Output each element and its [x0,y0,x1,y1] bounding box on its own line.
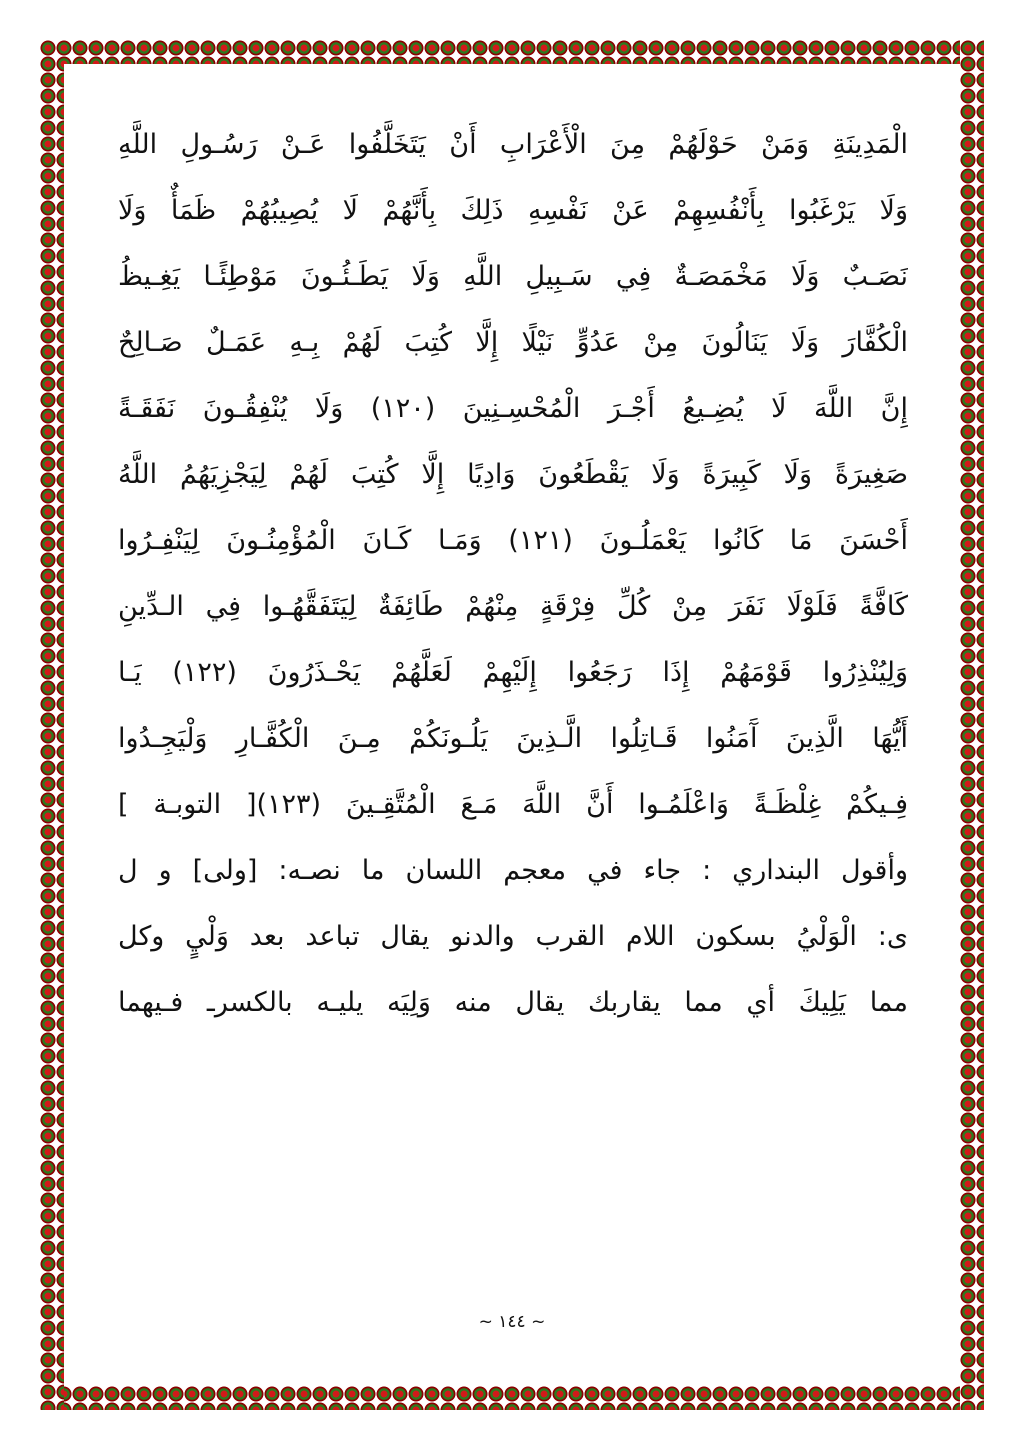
text-line: أَيُّهَا الَّذِينَ آَمَنُوا قَـاتِلُوا الَّـذِينَ يَلُـونَكُمْ مِـنَ الْكُفَّـارِ وَلْيَجِـدُوا [118,723,908,754]
text-line: إِنَّ اللَّهَ لَا يُضِـيعُ أَجْـرَ الْمُحْسِـنِينَ (١٢٠) وَلَا يُنْفِقُـونَ نَفَقَـةً [118,393,908,424]
text-line: وأقول البنداري : جاء في معجم اللسان ما نصـه: [ولى] و ل [118,855,908,886]
text-line: وَلَا يَرْغَبُوا بِأَنْفُسِهِمْ عَنْ نَفْسِهِ ذَلِكَ بِأَنَّهُمْ لَا يُصِيبُهُمْ ظَمَأٌ وَلَا [118,195,908,226]
border-right [960,40,984,1410]
text-line: كَافَّةً فَلَوْلَا نَفَرَ مِنْ كُلِّ فِرْقَةٍ مِنْهُمْ طَائِفَةٌ لِيَتَفَقَّهُـوا فِي الـدِّينِ [118,591,908,622]
text-line: نَصَـبٌ وَلَا مَخْمَصَـةٌ فِي سَـبِيلِ اللَّهِ وَلَا يَطَـئُـونَ مَوْطِئًـا يَغِـيظُ [118,261,908,292]
body-text [118,112,908,1036]
text-line: فِـيكُمْ غِلْظَـةً وَاعْلَمُـوا أَنَّ اللَّهَ مَـعَ الْمُتَّقِـينَ (١٢٣)[ التوبـة ] [118,789,908,820]
text-line: وَلِيُنْذِرُوا قَوْمَهُمْ إِذَا رَجَعُوا إِلَيْهِمْ لَعَلَّهُمْ يَحْـذَرُونَ (١٢٢) يَـا [118,657,908,688]
border-top [40,40,984,64]
border-bottom [40,1386,984,1410]
page-number: ~ ١٤٤ ~ [478,1312,546,1332]
text-line: صَغِيرَةً وَلَا كَبِيرَةً وَلَا يَقْطَعُونَ وَادِيًا إِلَّا كُتِبَ لَهُمْ لِيَجْزِيَهُمُ اللَّهُ [118,459,908,490]
border-left [40,40,64,1410]
text-line: الْكُفَّارَ وَلَا يَنَالُونَ مِنْ عَدُوٍّ نَيْلًا إِلَّا كُتِبَ لَهُمْ بِـهِ عَمَـلٌ صَـالِحٌ [118,327,908,358]
text-line: ى: الْوَلْيُ بسكون اللام القرب والدنو يقال تباعد بعد وَلْيٍ وكل [118,921,908,952]
text-line: أَحْسَنَ مَا كَانُوا يَعْمَلُـونَ (١٢١) وَمَـا كَـانَ الْمُؤْمِنُـونَ لِيَنْفِـرُوا [118,525,908,556]
text-line: الْمَدِينَةِ وَمَنْ حَوْلَهُمْ مِنَ الْأَعْرَابِ أَنْ يَتَخَلَّفُوا عَـنْ رَسُـولِ اللَّهِ [118,129,908,160]
text-line: مما يَلِيكَ أي مما يقاربك يقال منه وَلِيَه يليـه بالكسرـ فـيهما [118,987,908,1018]
